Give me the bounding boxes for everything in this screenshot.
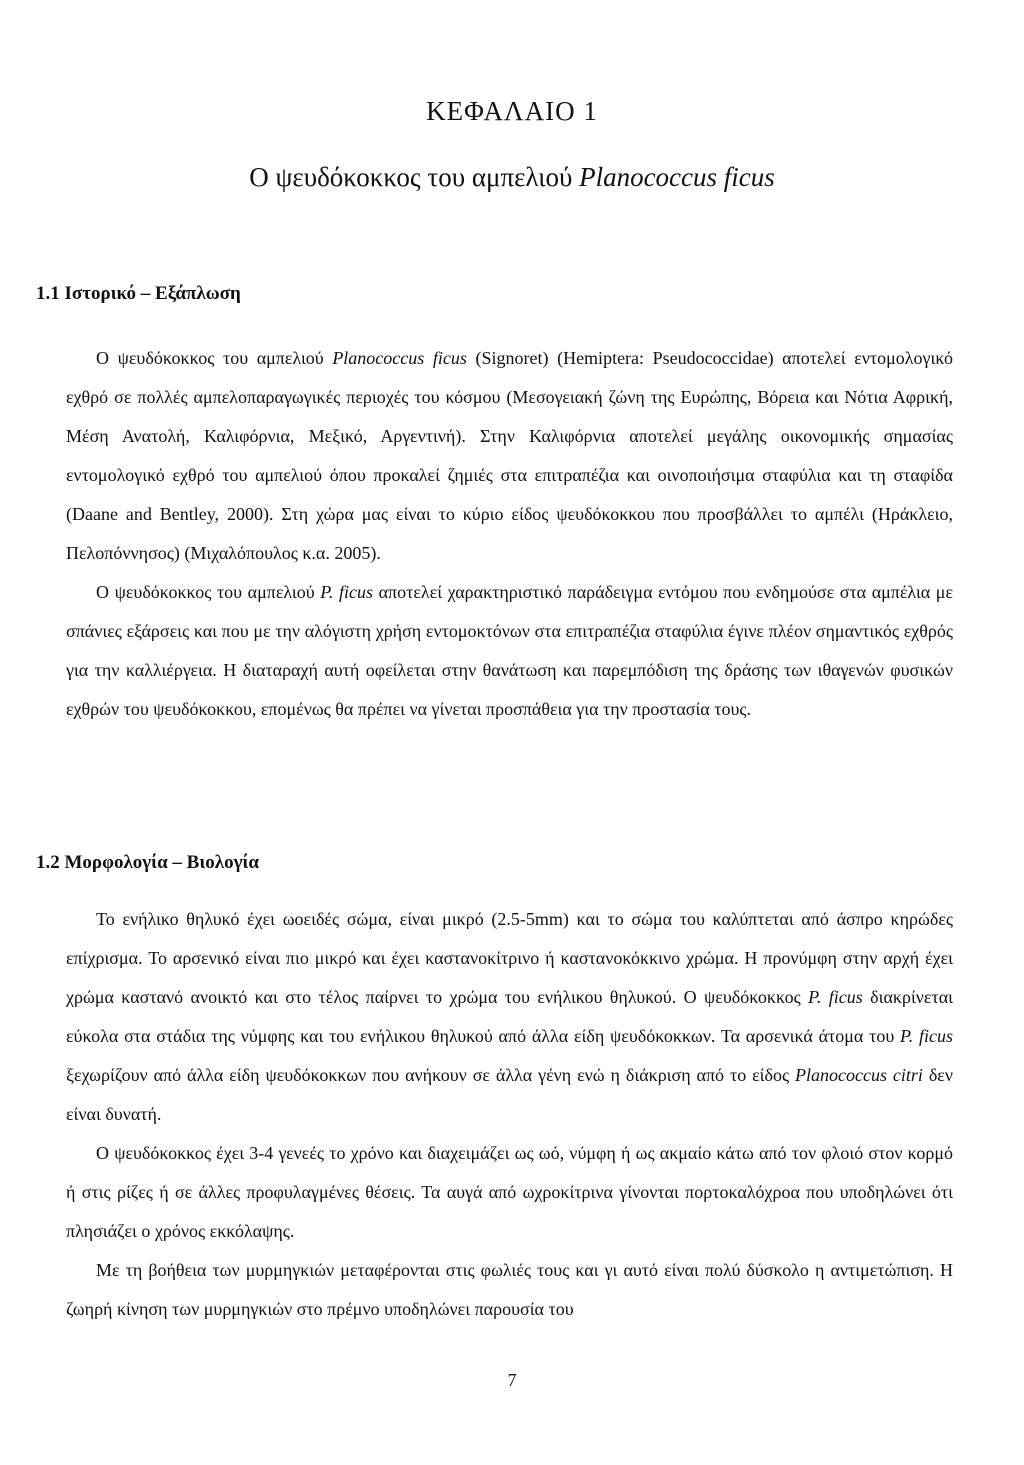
species-name: Planococcus ficus	[332, 348, 467, 368]
paragraph: Με τη βοήθεια των μυρμηγκιών μεταφέρονται στις φωλιές τους και γι αυτό είναι πολύ δύσκολο η αντιμετώπιση. Η ζωηρή κίνηση των μυρμηγκιών στο πρέμνο υποδηλώνει παρουσία του	[66, 1260, 953, 1319]
species-name: P. ficus	[900, 1026, 953, 1046]
species-name: P. ficus	[808, 987, 863, 1007]
text-run: αποτελεί χαρακτηριστικό παράδειγμα εντόμου που ενδημούσε στα αμπέλια με σπάνιες εξάρσεις και που με την αλόγιστη χρήση εντομοκτόνων στα επιτραπέζια σταφύλια έγινε πλέον σημαντικός εχθρός για την καλλιέργεια. Η διαταραχή αυτή οφείλεται στην θανάτωση και παρεμπόδιση της δράσης των ιθαγενών φυσικών εχθρών του ψευδόκοκκου, επομένως θα πρέπει να γίνεται προσπάθεια για την προστασία τους.	[66, 582, 954, 719]
text-run: ξεχωρίζουν από άλλα είδη ψευδόκοκκων που ανήκουν σε άλλα γένη ενώ η διάκριση από το είδος	[66, 1065, 796, 1085]
section-heading-history: 1.1 Ιστορικό – Εξάπλωση	[36, 283, 241, 304]
section-heading-morphology: 1.2 Μορφολογία – Βιολογία	[36, 852, 259, 873]
paragraph: Ο ψευδόκοκκος έχει 3-4 γενεές το χρόνο και διαχειμάζει ως ωό, νύμφη ή ως ακμαίο κάτω από τον φλοιό στον κορμό ή στις ρίζες ή σε άλλες προφυλαγμένες θέσεις. Τα αυγά από ωχροκίτρινα γίνονται πορτοκαλόχροα που υποδηλώνει ότι πλησιάζει ο χρόνος εκκόλαψης.	[66, 1143, 953, 1241]
paragraph	[66, 900, 953, 1134]
paragraph	[66, 573, 953, 729]
text-run: Ο ψευδόκοκκος του αμπελιού	[96, 582, 321, 602]
chapter-title: ΚΕΦΑΛΑΙΟ 1	[426, 96, 598, 126]
species-name: P. ficus	[320, 582, 374, 602]
chapter-subtitle-text: Ο ψευδόκοκκος του αμπελιού	[249, 162, 580, 192]
text-run: διακρίνεται εύκολα στα στάδια της νύμφης και του ενήλικου θηλυκού από άλλα είδη ψευδόκοκκων. Τα αρσενικά άτομα του	[66, 987, 953, 1046]
text-run: Το ενήλικο θηλυκό έχει ωοειδές σώμα, είναι μικρό (2.5-5mm) και το σώμα του καλύπτεται από άσπρο κηρώδες επίχρισμα. Το αρσενικό είναι πιο μικρό και έχει καστανοκίτρινο ή καστανοκόκκινο χρώμα. Η προνύμφη στην αρχή έχει χρώμα καστανό ανοικτό και στο τέλος παίρνει το χρώμα του ενήλικου θηλυκού. Ο ψευδόκοκκος	[66, 909, 953, 1007]
text-run: δεν είναι δυνατή.	[66, 1065, 953, 1124]
section-history-body	[66, 339, 953, 729]
species-name: Planococcus citri	[795, 1065, 923, 1085]
paragraph	[66, 339, 953, 573]
chapter-subtitle-species: Planococcus ficus	[579, 162, 775, 192]
text-run: Ο ψευδόκοκκος του αμπελιού	[96, 348, 333, 368]
section-morphology-body	[66, 900, 953, 1329]
text-run: (Signoret) (Hemiptera: Pseudococcidae) αποτελεί εντομολογικό εχθρό σε πολλές αμπελοπαραγωγικές περιοχές του κόσμου (Μεσογειακή ζώνη της Ευρώπης, Βόρεια και Νότια Αφρική, Μέση Ανατολή, Καλιφόρνια, Μεξικό, Αργεντινή). Στην Καλιφόρνια αποτελεί μεγάλης οικονομικής σημασίας εντομολογικό εχθρό του αμπελιού όπου προκαλεί ζημιές στα επιτραπέζια και οινοποιήσιμα σταφύλια και τη σταφίδα (Daane and Bentley, 2000). Στη χώρα μας είναι το κύριο είδος ψευδόκοκκου που προσβάλλει το αμπέλι (Ηράκλειο, Πελοπόννησος) (Μιχαλόπουλος κ.α. 2005).	[66, 348, 954, 563]
chapter-subtitle	[0, 162, 1024, 193]
page-number: 7	[507, 1370, 517, 1390]
